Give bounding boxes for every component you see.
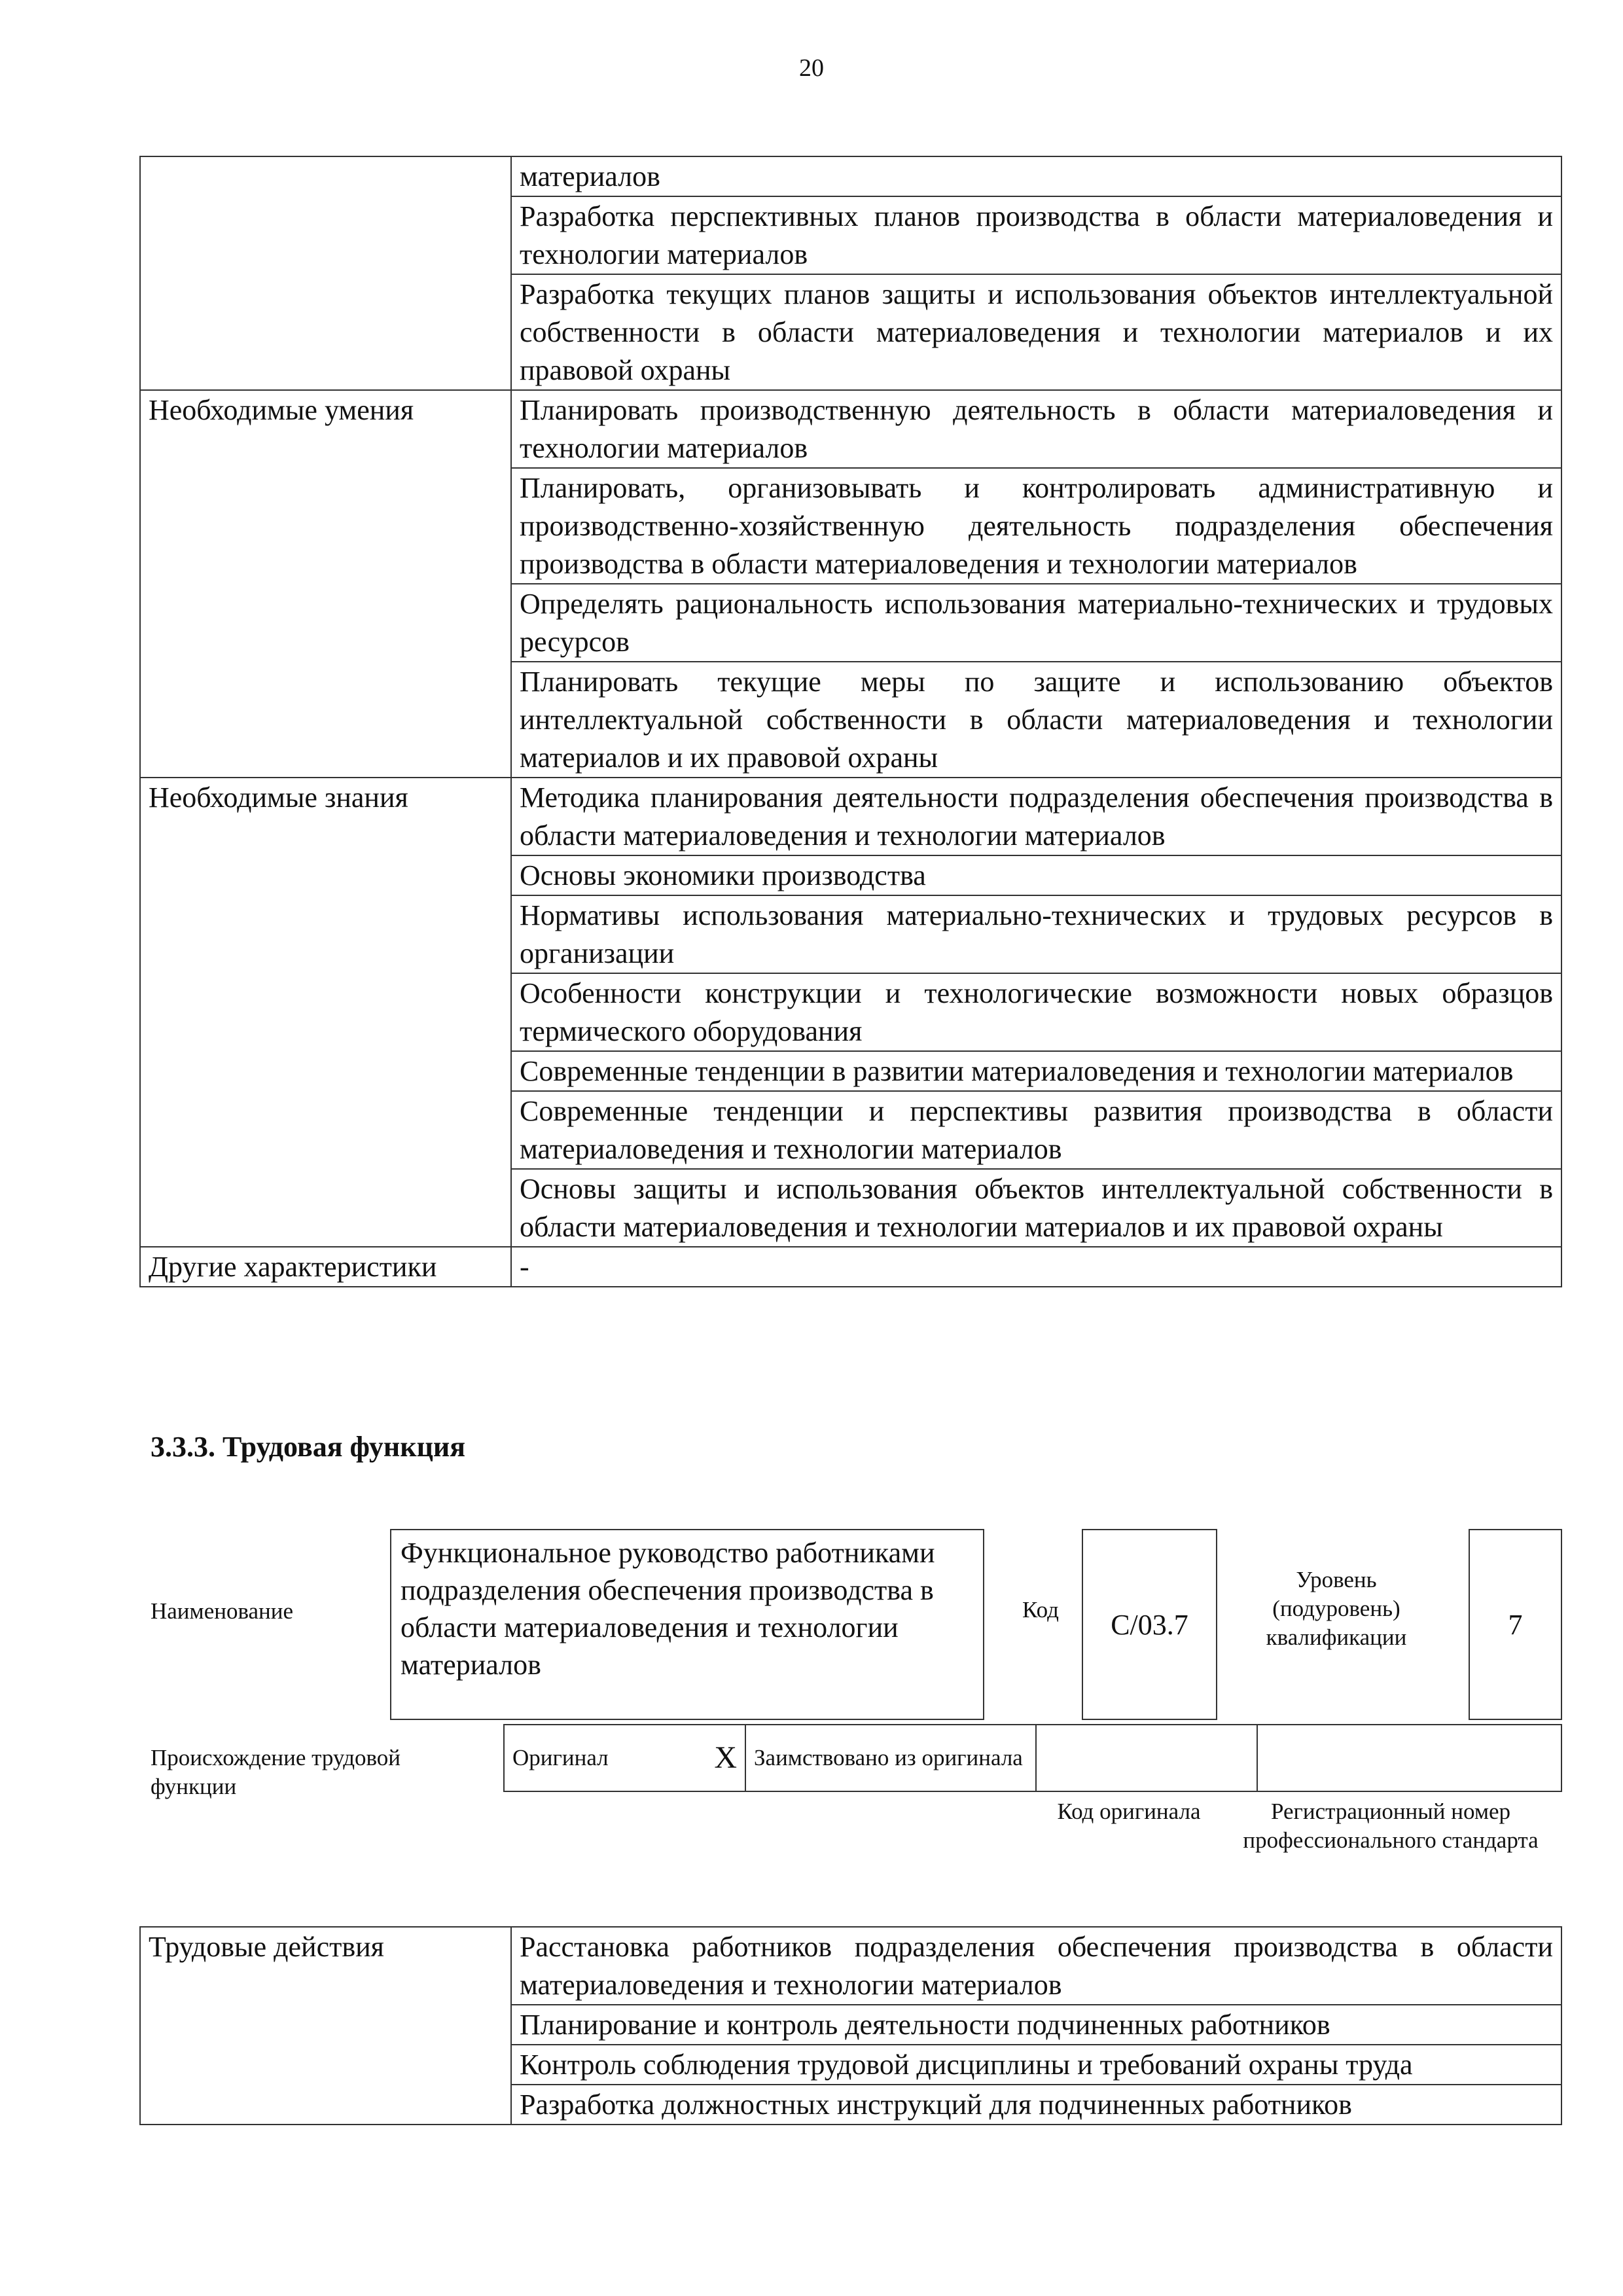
table-row — [140, 778, 1561, 855]
other-value: - — [511, 1247, 1561, 1287]
page-number: 20 — [799, 54, 824, 82]
list-item: материалов — [511, 156, 1561, 196]
level-label-line: (подуровень) — [1272, 1596, 1400, 1621]
original-mark: X — [714, 1740, 737, 1775]
table-row — [504, 1725, 1561, 1791]
function-name-field: Функциональное руководство работниками подразделения обеспечения производства в области материаловедения и технологии материалов — [390, 1529, 984, 1720]
table-row — [140, 156, 1561, 196]
code-original-cell — [1036, 1725, 1257, 1791]
level-field: 7 — [1469, 1529, 1562, 1720]
list-item: Расстановка работников подразделения обеспечения производства в области материаловедения и технологии материалов — [511, 1927, 1561, 2005]
reg-number-cell — [1257, 1725, 1561, 1791]
code-field: C/03.7 — [1082, 1529, 1217, 1720]
list-item: Методика планирования деятельности подразделения обеспечения производства в области материаловедения и технологии материалов — [511, 778, 1561, 855]
skills-label: Необходимые умения — [140, 390, 511, 778]
continuation-label-cell — [140, 156, 511, 390]
list-item: Определять рациональность использования материально-технических и трудовых ресурсов — [511, 584, 1561, 662]
list-item: Разработка перспективных планов производства в области материаловедения и технологии материалов — [511, 196, 1561, 274]
origin-label: Происхождение трудовой функции — [151, 1745, 401, 1799]
list-item: Основы экономики производства — [511, 855, 1561, 895]
table-row — [140, 1247, 1561, 1287]
list-item: Планировать текущие меры по защите и использованию объектов интеллектуальной собственности в области материаловедения и технологии материалов и их правовой охраны — [511, 662, 1561, 778]
list-item: Основы защиты и использования объектов интеллектуальной собственности в области материаловедения и технологии материалов и их правовой охраны — [511, 1169, 1561, 1247]
original-label: Оригинал — [512, 1745, 609, 1770]
level-label-line: квалификации — [1266, 1624, 1407, 1650]
list-item: Нормативы использования материально-технических и трудовых ресурсов в организации — [511, 895, 1561, 973]
level-label — [1238, 1566, 1435, 1652]
reg-number-label: Регистрационный номер профессионального стандарта — [1243, 1799, 1539, 1853]
name-label: Наименование — [151, 1598, 294, 1624]
list-item: Планировать производственную деятельность в области материаловедения и технологии материалов — [511, 390, 1561, 468]
list-item: Современные тенденции и перспективы развития производства в области материаловедения и технологии материалов — [511, 1091, 1561, 1169]
list-item: Современные тенденции в развитии материаловедения и технологии материалов — [511, 1051, 1561, 1091]
requirements-table — [139, 156, 1562, 1287]
list-item: Планировать, организовывать и контролировать административную и производственно-хозяйственную деятельность подразделения обеспечения производства в области материаловедения и технологии материалов — [511, 468, 1561, 584]
actions-table — [139, 1926, 1562, 2125]
actions-label: Трудовые действия — [140, 1927, 511, 2125]
table-row — [140, 1927, 1561, 2005]
borrowed-label: Заимствовано из оригинала — [745, 1725, 1036, 1791]
list-item: Разработка должностных инструкций для подчиненных работников — [511, 2085, 1561, 2125]
knowledge-label: Необходимые знания — [140, 778, 511, 1247]
level-label-line: Уровень — [1296, 1567, 1377, 1592]
origin-table — [503, 1724, 1562, 1792]
code-label: Код — [1022, 1597, 1059, 1623]
original-cell — [504, 1725, 745, 1791]
list-item: Разработка текущих планов защиты и использования объектов интеллектуальной собственности в области материаловедения и технологии материалов и их правовой охраны — [511, 274, 1561, 390]
section-title: 3.3.3. Трудовая функция — [151, 1431, 466, 1463]
code-original-label: Код оригинала — [1057, 1799, 1201, 1824]
list-item: Планирование и контроль деятельности подчиненных работников — [511, 2005, 1561, 2045]
other-label: Другие характеристики — [140, 1247, 511, 1287]
table-row — [140, 390, 1561, 468]
list-item: Контроль соблюдения трудовой дисциплины и требований охраны труда — [511, 2045, 1561, 2085]
list-item: Особенности конструкции и технологические возможности новых образцов термического оборудования — [511, 973, 1561, 1051]
